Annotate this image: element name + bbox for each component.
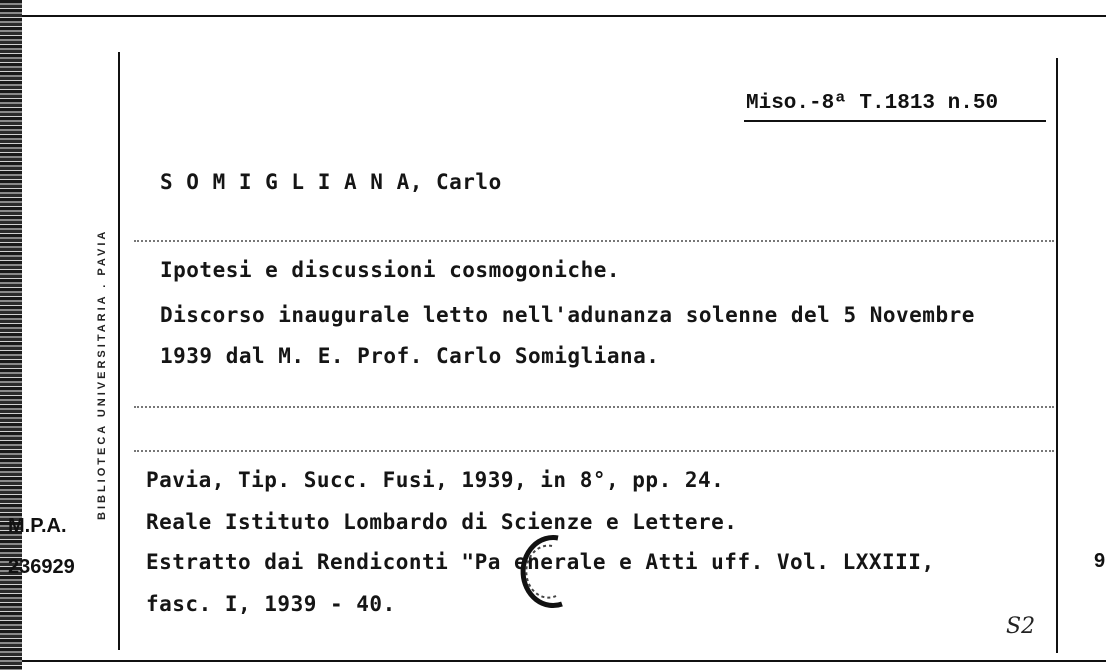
right-edge-mark: 9 xyxy=(1094,550,1106,572)
guide-line-1 xyxy=(134,240,1054,242)
guide-line-2 xyxy=(134,406,1054,408)
series-line-2: Estratto dai Rendiconti "Pa enerale e Atti uff. Vol. LXXIII, xyxy=(146,550,935,574)
shelfmark: Miso.-8ª T.1813 n.50 xyxy=(746,92,999,115)
inventory-number: 236929 xyxy=(8,556,75,578)
title-line-2: Discorso inaugurale letto nell'adunanza solenne del 5 Novembre xyxy=(160,303,975,327)
series-line-3: fasc. I, 1939 - 40. xyxy=(146,592,396,616)
author-heading: S O M I G L I A N A, Carlo xyxy=(160,170,502,194)
title-line-3: 1939 dal M. E. Prof. Carlo Somigliana. xyxy=(160,344,660,368)
inventory-prefix: M.P.A. xyxy=(8,515,67,537)
imprint-line: Pavia, Tip. Succ. Fusi, 1939, in 8°, pp. 24. xyxy=(146,468,725,492)
card-bottom-border xyxy=(22,660,1106,662)
guide-line-3 xyxy=(134,450,1054,452)
handwritten-note: S2 xyxy=(1006,614,1036,639)
series-line-1: Reale Istituto Lombardo di Scienze e Lettere. xyxy=(146,510,738,534)
library-stamp: BIBLIOTECA UNIVERSITARIA . PAVIA xyxy=(96,228,108,520)
left-margin-rule xyxy=(118,52,120,650)
shelfmark-underline xyxy=(744,120,1046,122)
punch-hole-mark xyxy=(508,530,580,610)
title-line-1: Ipotesi e discussioni cosmogoniche. xyxy=(160,258,621,282)
right-margin-rule xyxy=(1056,58,1058,653)
card-top-border xyxy=(22,15,1106,17)
